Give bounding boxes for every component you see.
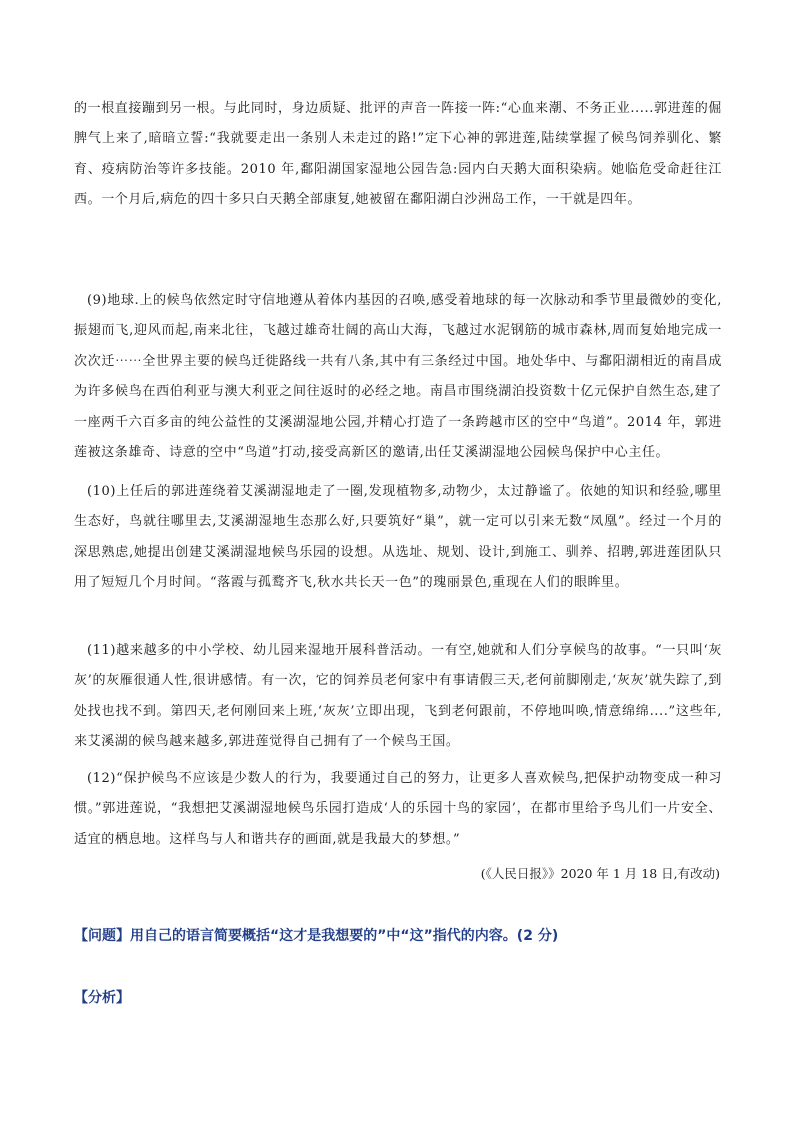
article-body-11 bbox=[74, 636, 722, 758]
paragraph-intro: 的一根直接蹦到另一根。与此同时，身边质疑、批评的声音一阵接一阵:“心血来潮、不务正业.....郭进莲的倔脾气上来了,暗暗立誓:“我就要走出一条别人未走过的路!”定下心神的郭进莲,陆续掌握了候鸟饲养驯化、繁育、疫病防治等许多技能。2010 年,鄱阳湖国家湿地公园告急:园内白天鹅大面积染病。她临危受命赶往江西。一个月后,病危的四十多只白天鹅全部康复,她被留在鄱阳湖白沙洲岛工作，一干就是四年。 bbox=[74, 101, 722, 208]
source-citation: (《人民日报》》2020 年 1 月 18 日,有改动) bbox=[480, 866, 720, 881]
paragraph-11: (11)越来越多的中小学校、幼儿园来湿地开展科普活动。一有空,她就和人们分享候鸟的故事。“一只叫‘灰灰’的灰雁很通人性,很讲感情。有一次，它的饲养员老何家中有事请假三天,老何前脚刚走,‘灰灰’就失踪了,到处找也找不到。第四天,老何刚回来上班,‘灰灰’立即出现，飞到老何跟前，不停地叫唤,情意绵绵....”这些年,来艾溪湖的候鸟越来越多,郭进莲觉得自己拥有了一个候鸟王国。 bbox=[74, 643, 722, 750]
question-heading: 【问题】用自己的语言简要概括“这才是我想要的”中“这”指代的内容。(2 分) bbox=[74, 928, 559, 944]
paragraph-10: (10)上任后的郭进莲绕着艾溪湖湿地走了一圈,发现植物多,动物少，太过静谧了。依她的知识和经验,哪里生态好，鸟就往哪里去,艾溪湖湿地生态那么好,只要筑好“巢”，就一定可以引来无数“凤凰”。经过一个月的深思熟虑,她提出创建艾溪湖湿地候鸟乐园的设想。从选址、规划、设计,到施工、驯养、招聘,郭进莲团队只用了短短几个月时间。“落霞与孤鹜齐飞,秋水共长天一色”的瑰丽景色,重现在人们的眼眸里。 bbox=[74, 484, 722, 591]
paragraph-9: (9)地球.上的候鸟依然定时守信地遵从着体内基因的召唤,感受着地球的每一次脉动和季节里最微妙的变化,振翅而飞,迎风而起,南来北往，飞越过雄奇壮阔的高山大海，飞越过水泥钢筋的城市森林,周而复始地完成一次次迁⋯⋯全世界主要的候鸟迁徙路线一共有八条,其中有三条经过中国。地处华中、与鄱阳湖相近的南昌成为许多候鸟在西伯利亚与澳大利亚之间往返时的必经之地。南昌市围绕湖泊投资数十亿元保护自然生态,建了一座两千六百多亩的纯公益性的艾溪湖湿地公园,并精心打造了一条跨越市区的空中“鸟道”。2014 年，郭进莲被这条雄奇、诗意的空中“鸟道”打动,接受高新区的邀请,出任艾溪湖湿地公园候鸟保护中心主任。 bbox=[74, 293, 722, 461]
paragraph-12: (12)“保护候鸟不应该是少数人的行为，我要通过自己的努力，让更多人喜欢候鸟,把保护动物变成一种习惯。”郭进莲说，“我想把艾溪湖湿地候鸟乐园打造成‘人的乐园十鸟的家园’，在都市里给予鸟儿们一片安全、适宜的栖息地。这样鸟与人和谐共存的画面,就是我最大的梦想。” bbox=[74, 771, 722, 847]
article-body-12 bbox=[74, 764, 722, 855]
article-body bbox=[74, 94, 722, 216]
analysis-heading: 【分析】 bbox=[74, 990, 130, 1006]
article-body-9 bbox=[74, 286, 722, 468]
article-body-10 bbox=[74, 477, 722, 599]
